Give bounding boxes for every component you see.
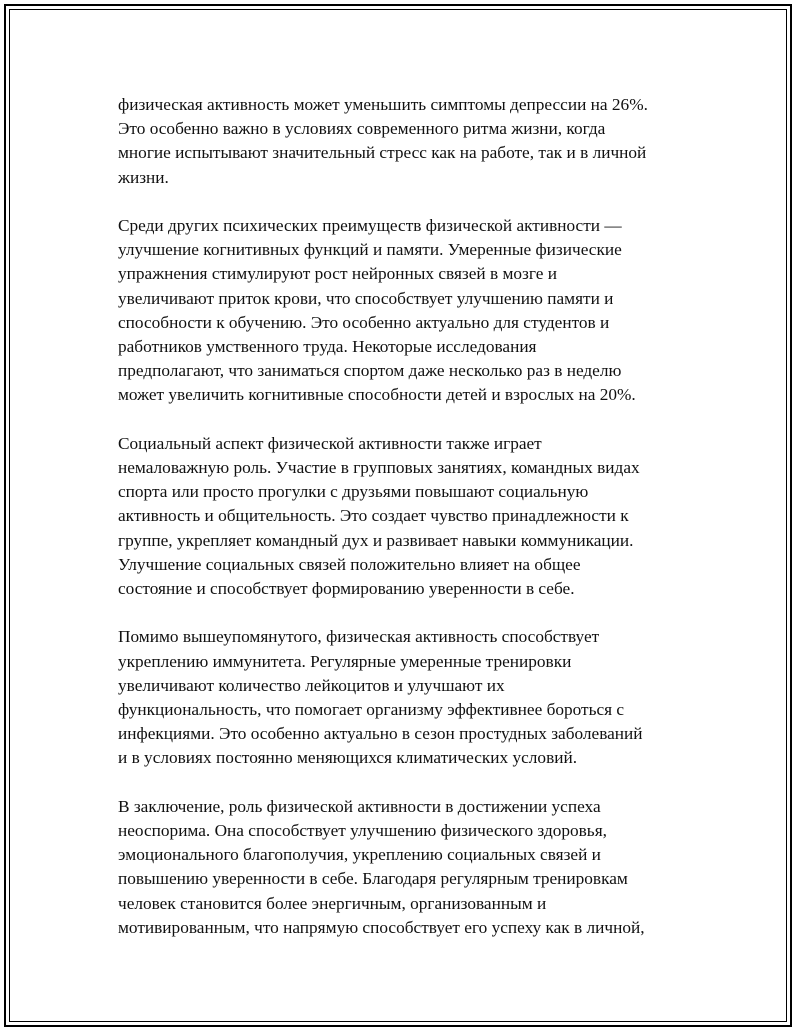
text-line: Помимо вышеупомянутого, физическая активность способствует [118,627,600,647]
text-line: увеличивают количество лейкоцитов и улучшают их [118,675,505,695]
text-line: упражнения стимулируют рост нейронных связей в мозге и [118,264,557,284]
paragraph-immunity [118,625,698,770]
text-line: многие испытывают значительный стресс как на работе, так и в личной [118,143,647,163]
paragraph-cognitive [118,214,698,408]
text-line: укреплению иммунитета. Регулярные умеренные тренировки [118,651,572,671]
text-line: мотивированным, что напрямую способствует его успеху как в личной, [118,917,645,937]
text-line: повышению уверенности в себе. Благодаря регулярным тренировкам [118,869,628,889]
text-line: группе, укрепляет командный дух и развивает навыки коммуникации. [118,530,634,550]
text-line: эмоционального благополучия, укреплению социальных связей и [118,845,601,865]
text-line: инфекциями. Это особенно актуально в сезон простудных заболеваний [118,724,643,744]
text-line: Социальный аспект физической активности также играет [118,433,542,453]
paragraph-social [118,432,698,601]
paragraph-depression [118,93,698,190]
text-line: В заключение, роль физической активности в достижении успеха [118,796,601,816]
text-line: может увеличить когнитивные способности детей и взрослых на 20%. [118,385,636,405]
text-line: спорта или просто прогулки с друзьями повышают социальную [118,482,589,502]
text-line: человек становится более энергичным, организованным и [118,893,547,913]
text-line: жизни. [118,167,169,187]
text-line: и в условиях постоянно меняющихся климатических условий. [118,748,578,768]
text-line: увеличивают приток крови, что способствует улучшению памяти и [118,288,614,308]
text-line: физическая активность может уменьшить симптомы депрессии на 26%. [118,95,648,114]
text-line: улучшение когнитивных функций и памяти. Умеренные физические [118,240,622,260]
text-line: функциональность, что помогает организму эффективнее бороться с [118,700,625,720]
text-line: работников умственного труда. Некоторые исследования [118,337,537,357]
text-line: Улучшение социальных связей положительно влияет на общее [118,554,581,574]
text-line: Среди других психических преимуществ физической активности — [118,216,622,235]
text-line: неоспорима. Она способствует улучшению физического здоровья, [118,821,607,841]
text-line: Это особенно важно в условиях современного ритма жизни, когда [118,119,606,139]
document-body [118,93,698,964]
text-line: способности к обучению. Это особенно актуально для студентов и [118,312,610,332]
text-line: активность и общительность. Это создает чувство принадлежности к [118,506,629,526]
text-line: немаловажную роль. Участие в групповых занятиях, командных видах [118,458,640,478]
text-line: состояние и способствует формированию уверенности в себе. [118,579,575,599]
paragraph-conclusion [118,795,698,940]
text-line: предполагают, что заниматься спортом даже несколько раз в неделю [118,361,622,381]
